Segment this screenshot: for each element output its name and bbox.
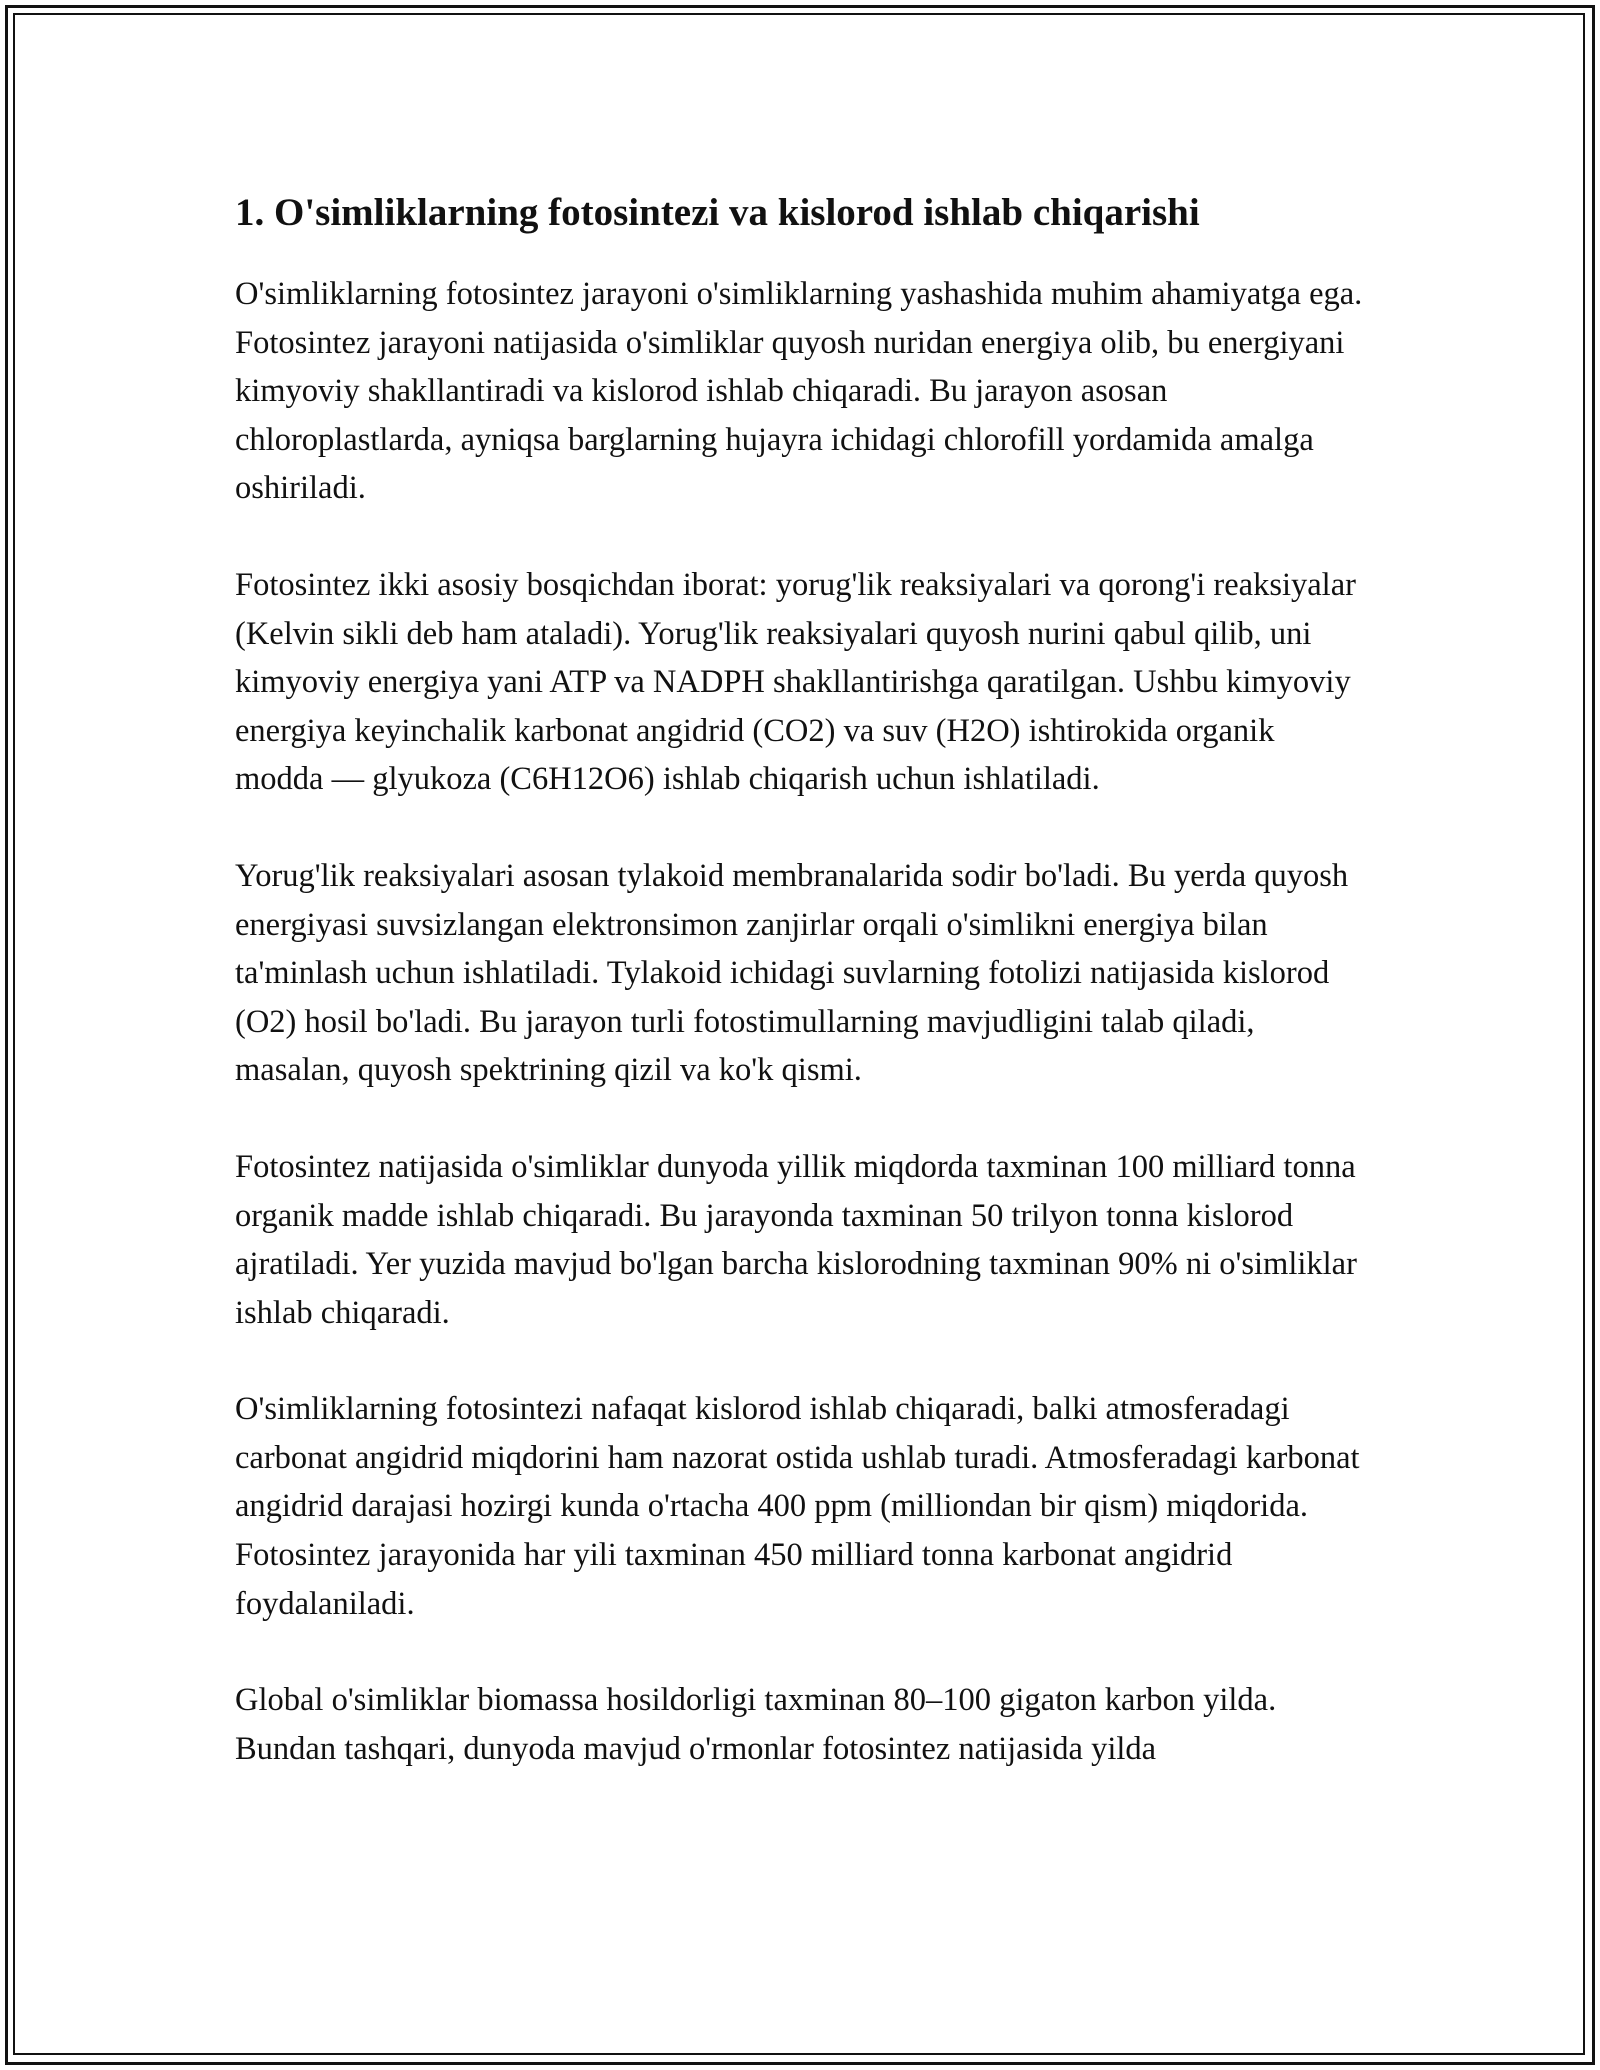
- section-heading: 1. O'simliklarning fotosintezi va kislorod ishlab chiqarishi: [235, 191, 1200, 234]
- paragraph-3: Yorug'lik reaksiyalari asosan tylakoid membranalarida sodir bo'ladi. Bu yerda quyosh energiyasi suvsizlangan elektronsimon zanjirlar orqali o'simlikni energiya bilan ta'minlash uchun ishlatiladi. Tylakoid ichidagi suvlarning fotolizi natijasida kislorod (O2) hosil bo'ladi. Bu jarayon turli fotostimullarning mavjudligini talab qiladi, masalan, quyosh spektrining qizil va ko'k qismi.: [235, 857, 1349, 1089]
- paragraph-2: Fotosintez ikki asosiy bosqichdan iborat: yorug'lik reaksiyalari va qorong'i reaksiyalar (Kelvin sikli deb ham ataladi). Yorug'lik reaksiyalari quyosh nurini qabul qilib, uni kimyoviy energiya yani ATP va NADPH shakllantirishga qaratilgan. Ushbu kimyoviy energiya keyinchalik karbonat angidrid (CO2) va suv (H2O) ishtirokida organik modda — glyukoza (C6H12O6) ishlab chiqarish uchun ishlatiladi.: [235, 566, 1356, 798]
- paragraph-5: O'simliklarning fotosintezi nafaqat kislorod ishlab chiqaradi, balki atmosferadagi carbonat angidrid miqdorini ham nazorat ostida ushlab turadi. Atmosferadagi karbonat angidrid darajasi hozirgi kunda o'rtacha 400 ppm (milliondan bir qism) miqdorida. Fotosintez jarayonida har yili taxminan 450 milliard tonna karbonat angidrid foydalaniladi.: [235, 1391, 1360, 1622]
- document-body: [235, 186, 1365, 1821]
- paragraph-6: Global o'simliklar biomassa hosildorligi taxminan 80–100 gigaton karbon yilda. Bundan tashqari, dunyoda mavjud o'rmonlar fotosintez natijasida yilda: [235, 1682, 1277, 1767]
- paragraph-4: Fotosintez natijasida o'simliklar dunyoda yillik miqdorda taxminan 100 milliard tonna organik madde ishlab chiqaradi. Bu jarayonda taxminan 50 trilyon tonna kislorod ajratiladi. Yer yuzida mavjud bo'lgan barcha kislorodning taxminan 90% ni o'simliklar ishlab chiqaradi.: [235, 1148, 1357, 1331]
- paragraph-1: O'simliklarning fotosintez jarayoni o'simliklarning yashashida muhim ahamiyatga ega. Fotosintez jarayoni natijasida o'simliklar quyosh nuridan energiya olib, bu energiyani kimyoviy shakllantiradi va kislorod ishlab chiqaradi. Bu jarayon asosan chloroplastlarda, ayniqsa barglarning hujayra ichidagi chlorofill yordamida amalga oshiriladi.: [235, 276, 1363, 507]
